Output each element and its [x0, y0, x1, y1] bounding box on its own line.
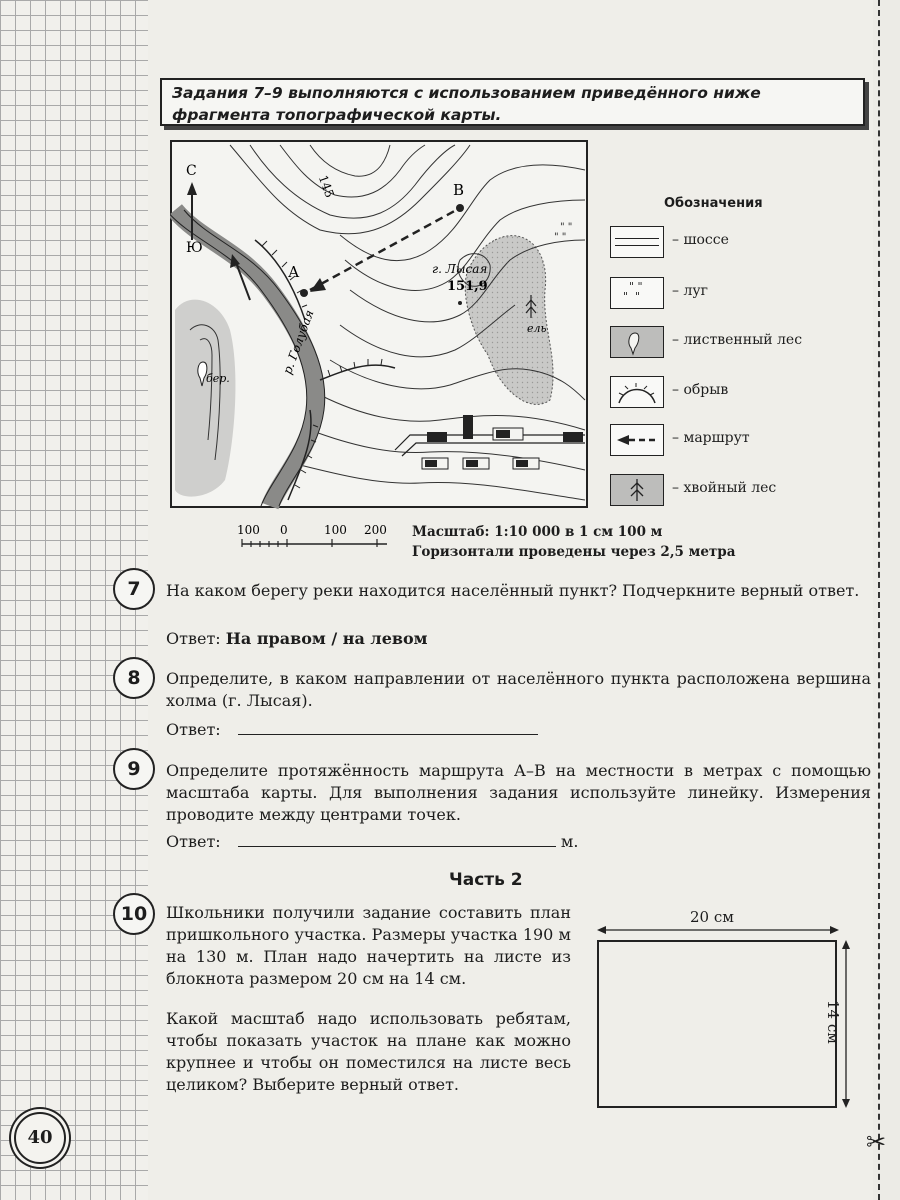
cliff-icon — [610, 376, 664, 408]
task-header: Задания 7–9 выполняются с использованием приведённого ниже фрагмента топографической карты. — [160, 78, 865, 126]
legend-title: Обозначения — [664, 196, 763, 211]
river-label: р. Голубая — [280, 307, 317, 377]
legend-label: – хвойный лес — [672, 480, 777, 496]
meadow-icon: " " " " — [610, 277, 664, 309]
question-8-text: Определите, в каком направлении от населённого пункта расположена вершина холма (г. Лысая). — [166, 669, 871, 710]
legend-label: – обрыв — [672, 382, 729, 398]
question-10-text-1: Школьники получили задание составить план пришкольного участка. Размеры участка 190 м на 130 м. План надо начертить на листе из блокнота размером 20 см на 14 см. — [166, 903, 571, 988]
point-b-dot — [456, 204, 464, 212]
sheet-width-label: 20 см — [690, 908, 734, 926]
legend-label: – шоссе — [672, 232, 729, 248]
contour-interval-text: Горизонтали проведены через 2,5 метра — [412, 544, 736, 560]
svg-text:200: 200 — [364, 523, 387, 537]
answer-field[interactable] — [238, 718, 538, 735]
svg-text:100: 100 — [324, 523, 347, 537]
question-10-text-2: Какой масштаб надо использовать ребятам, чтобы показать участок на плане как можно крупнее и чтобы он поместился на листе весь целиком? Выберите верный ответ. — [166, 1009, 571, 1094]
coniferous-forest-icon — [610, 474, 664, 506]
answer-prefix: Ответ: — [166, 720, 221, 739]
scale-bar — [232, 520, 402, 550]
svg-text:100: 100 — [237, 523, 260, 537]
part-2-title: Часть 2 — [449, 870, 523, 890]
answer-suffix: м. — [560, 832, 579, 851]
deciduous-forest-icon — [610, 326, 664, 358]
sheet-rectangle — [597, 940, 837, 1108]
question-number-10: 10 — [113, 893, 155, 935]
highway-icon — [610, 226, 664, 258]
answer-options[interactable]: На правом / на левом — [225, 629, 428, 648]
south-label: Ю — [186, 240, 203, 256]
forest-left-label: бер. — [206, 372, 230, 385]
sheet-height-label: 14 см — [824, 1000, 842, 1044]
hill-height: 151,9 — [447, 279, 488, 294]
hill-name: г. Лысая — [432, 262, 488, 276]
legend-label: – маршрут — [672, 430, 750, 446]
svg-text:" ": " " — [554, 232, 567, 243]
page-number: 40 — [14, 1112, 66, 1164]
question-9-text: Определите протяжённость маршрута А–В на местности в метрах с помощью масштаба карты. Для выполнения задания используйте линейку. Измерения проводите между центрами точек. — [166, 761, 871, 824]
question-number-7: 7 — [113, 568, 155, 610]
question-7-text: На каком берегу реки находится населённый пункт? Подчеркните верный ответ. — [166, 581, 860, 600]
point-a-label: А — [288, 263, 300, 281]
point-b-label: В — [453, 181, 465, 199]
north-label: С — [186, 163, 197, 179]
forest-right-label: ель — [527, 322, 547, 335]
answer-prefix: Ответ: — [166, 832, 221, 851]
question-7-answer — [166, 629, 428, 648]
legend-label: – луг — [672, 283, 708, 299]
question-number-9: 9 — [113, 748, 155, 790]
question-9-answer — [166, 830, 578, 851]
route-arrow-icon — [610, 424, 664, 456]
svg-text:" ": " " — [560, 222, 573, 233]
scissors-icon: ✂ — [866, 1128, 887, 1156]
cut-line — [878, 0, 880, 1200]
scale-text: Масштаб: 1:10 000 в 1 см 100 м — [412, 524, 663, 540]
point-a-dot — [300, 289, 308, 297]
contour-label: 145 — [315, 173, 337, 200]
question-number-8: 8 — [113, 657, 155, 699]
deciduous-forest-area — [175, 300, 235, 497]
question-8-answer — [166, 718, 538, 739]
sheet-width-arrow — [597, 924, 839, 936]
topographic-map — [170, 140, 590, 520]
svg-text:0: 0 — [280, 523, 288, 537]
answer-field[interactable] — [238, 830, 556, 847]
answer-prefix: Ответ: — [166, 629, 221, 648]
legend-label: – лиственный лес — [672, 332, 803, 348]
